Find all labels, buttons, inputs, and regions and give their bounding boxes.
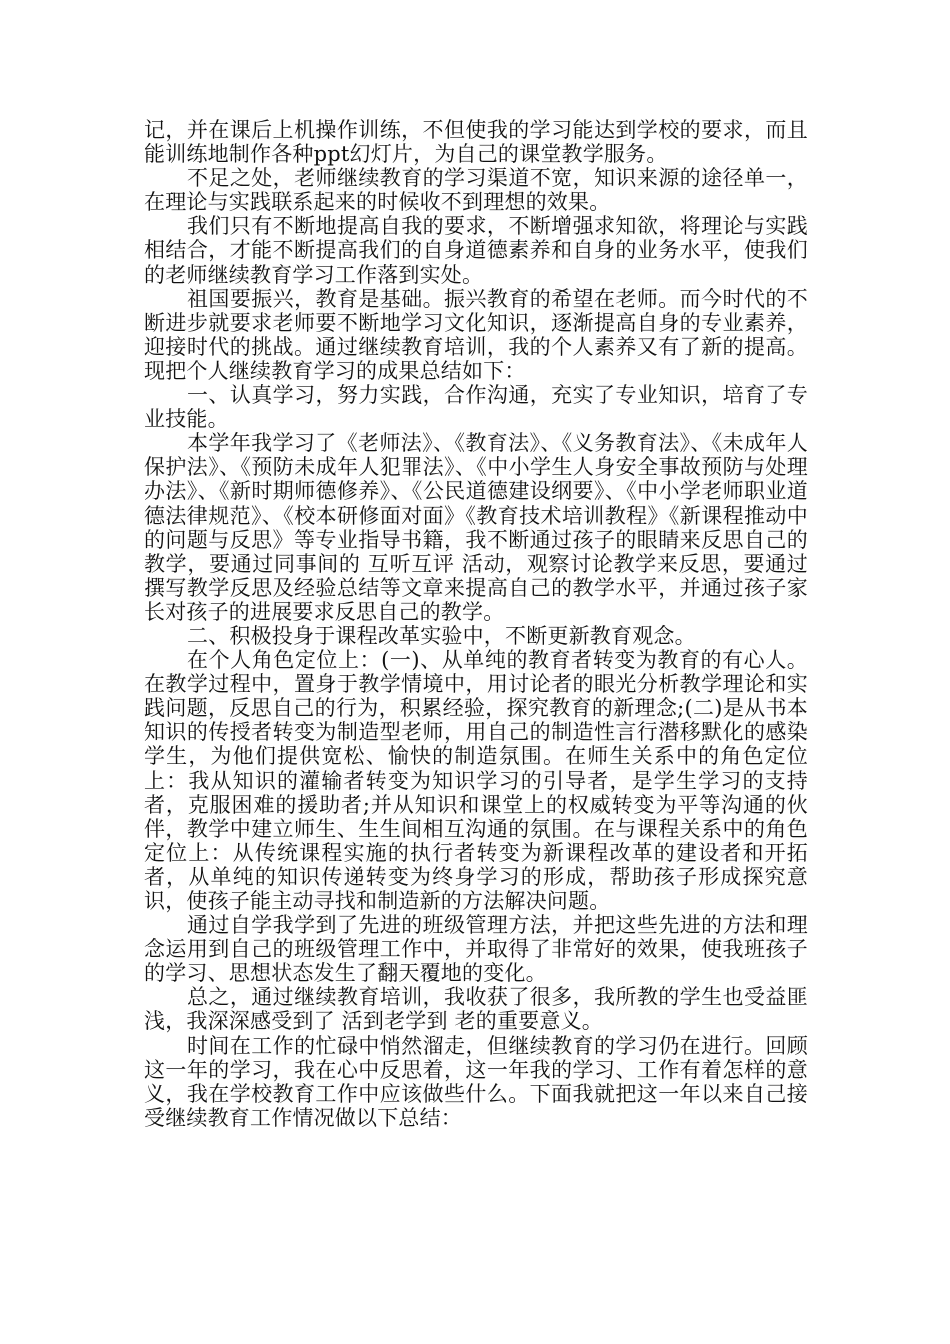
paragraph: 通过自学我学到了先进的班级管理方法，并把这些先进的方法和理念运用到自己的班级管理工作中，并取得了非常好的效果，使我班孩子的学习、思想状态发生了翻天覆地的变化。 bbox=[144, 913, 808, 986]
section-heading: 二、积极投身于课程改革实验中，不断更新教育观念。 bbox=[187, 623, 696, 648]
paragraph: 在个人角色定位上：(一)、从单纯的教育者转变为教育的有心人。在教学过程中，置身于教学情境中，用讨论者的眼光分析教学理论和实践问题，反思自己的行为，积累经验，探究教育的新理念;(二)是从书本知识的传授者转变为制造型老师，用自己的制造性言行潜移默化的感染学生，为他们提供宽松、愉快的制造氛围。在师生关系中的角色定位上：我从知识的灌输者转变为知识学习的引导者，是学生学习的支持者，克服困难的援助者;并从知识和课堂上的权威转变为平等沟通的伙伴，教学中建立师生、生生间相互沟通的氛围。在与课程关系中的角色定位上：从传统课程实施的执行者转变为新课程改革的建设者和开拓者，从单纯的知识传递转变为终身学习的形成，帮助孩子形成探究意识，使孩子能主动寻找和制造新的方法解决问题。 bbox=[144, 648, 808, 913]
paragraph: 本学年我学习了《老师法》、《教育法》、《义务教育法》、《未成年人保护法》、《预防未成年人犯罪法》、《中小学生人身安全事故预防与处理办法》、《新时期师德修养》、《公民道德建设纲要》、《中小学老师职业道德法律规范》、《校本研修面对面》《教育技术培训教程》《新课程推动中的问题与反思》等专业指导书籍，我不断通过孩子的眼睛来反思自己的教学，要通过同事间的 互听互评 活动，观察讨论教学来反思，要通过撰写教学反思及经验总结等文章来提高自己的教学水平，并通过孩子家长对孩子的进展要求反思自己的教学。 bbox=[144, 431, 808, 624]
paragraph: 记，并在课后上机操作训练，不但使我的学习能达到学校的要求，而且能训练地制作各种ppt幻灯片，为自己的课堂教学服务。 bbox=[144, 118, 808, 167]
paragraph: 祖国要振兴，教育是基础。振兴教育的希望在老师。而今时代的不断进步就要求老师要不断地学习文化知识，逐渐提高自身的专业素养，迎接时代的挑战。通过继续教育培训，我的个人素养又有了新的提高。现把个人继续教育学习的成果总结如下： bbox=[144, 286, 808, 383]
paragraph: 不足之处，老师继续教育的学习渠道不宽，知识来源的途径单一，在理论与实践联系起来的时候收不到理想的效果。 bbox=[144, 166, 808, 215]
paragraph: 总之，通过继续教育培训，我收获了很多，我所教的学生也受益匪浅，我深深感受到了 活到老学到 老的重要意义。 bbox=[144, 985, 808, 1034]
paragraph: 我们只有不断地提高自我的要求，不断增强求知欲，将理论与实践相结合，才能不断提高我们的自身道德素养和自身的业务水平，使我们的老师继续教育学习工作落到实处。 bbox=[144, 214, 808, 287]
paragraph: 时间在工作的忙碌中悄然溜走，但继续教育的学习仍在进行。回顾这一年的学习，我在心中反思着，这一年我的学习、工作有着怎样的意义，我在学校教育工作中应该做些什么。下面我就把这一年以来自己接受继续教育工作情况做以下总结： bbox=[144, 1033, 808, 1130]
section-heading: 一、认真学习，努力实践，合作沟通，充实了专业知识，培育了专业技能。 bbox=[144, 383, 808, 432]
document-body bbox=[144, 118, 808, 1130]
